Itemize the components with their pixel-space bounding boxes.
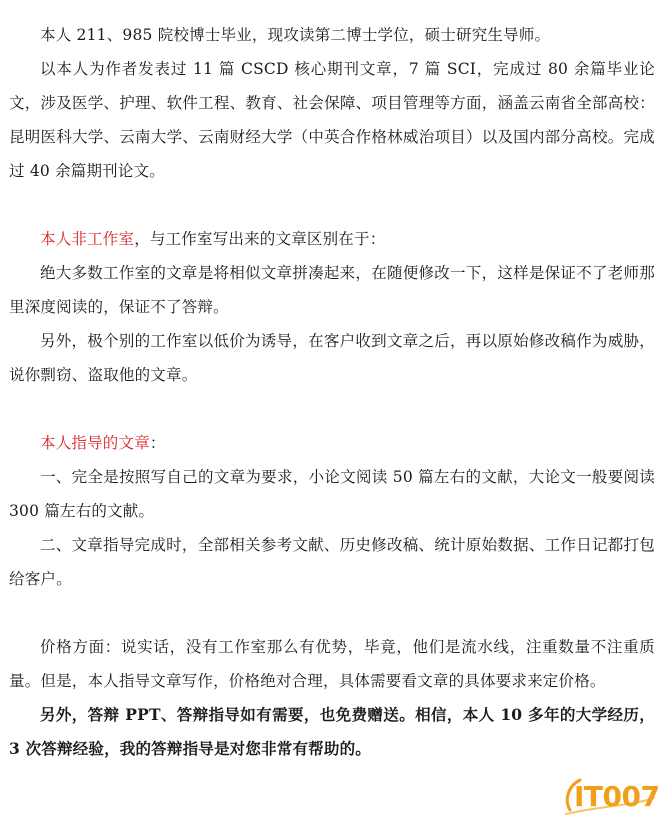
document-body — [9, 18, 655, 766]
watermark-text: IT007 — [574, 780, 660, 813]
spacer — [9, 596, 655, 630]
highlight-guided-articles: 本人指导的文章 — [40, 434, 150, 452]
highlight-not-studio: 本人非工作室 — [40, 230, 135, 248]
text-colon: ： — [149, 434, 166, 452]
paragraph-studio-practice: 绝大多数工作室的文章是将相似文章拼凑起来，在随便修改一下，这样是保证不了老师那里深度阅读的，保证不了答辩。 — [9, 264, 655, 316]
it007-watermark-logo — [560, 776, 660, 816]
paragraph-studio-threat: 另外，极个别的工作室以低价为诱导，在客户收到文章之后，再以原始修改稿作为威胁，说你剽窃、盗取他的文章。 — [9, 332, 655, 384]
paragraph-point-one: 一、完全是按照写自己的文章为要求，小论文阅读 50 篇左右的文献，大论文一般要阅读 300 篇左右的文献。 — [9, 468, 655, 520]
paragraph-not-studio — [9, 222, 655, 256]
paragraph-publications: 以本人为作者发表过 11 篇 CSCD 核心期刊文章，7 篇 SCI，完成过 80 余篇毕业论文，涉及医学、护理、软件工程、教育、社会保障、项目管理等方面，涵盖云南省全部高校：昆明医科大学、云南大学、云南财经大学（中英合作格林威治项目）以及国内部分高校。完成过 40 余篇期刊论文。 — [9, 60, 655, 180]
paragraph-defense-support: 另外，答辩 PPT、答辩指导如有需要，也免费赠送。相信，本人 10 多年的大学经历，3 次答辩经验，我的答辩指导是对您非常有帮助的。 — [9, 705, 655, 758]
paragraph-guidance-heading — [9, 426, 655, 460]
paragraph-credentials: 本人 211、985 院校博士毕业，现攻读第二博士学位，硕士研究生导师。 — [40, 26, 551, 44]
spacer — [9, 188, 655, 222]
paragraph-pricing: 价格方面：说实话，没有工作室那么有优势，毕竟，他们是流水线，注重数量不注重质量。但是，本人指导文章写作，价格绝对合理，具体需要看文章的具体要求来定价格。 — [9, 638, 655, 690]
paragraph-point-two: 二、文章指导完成时，全部相关参考文献、历史修改稿、统计原始数据、工作日记都打包给客户。 — [9, 536, 655, 588]
spacer — [9, 392, 655, 426]
text-difference-intro: ，与工作室写出来的文章区别在于： — [134, 230, 386, 248]
